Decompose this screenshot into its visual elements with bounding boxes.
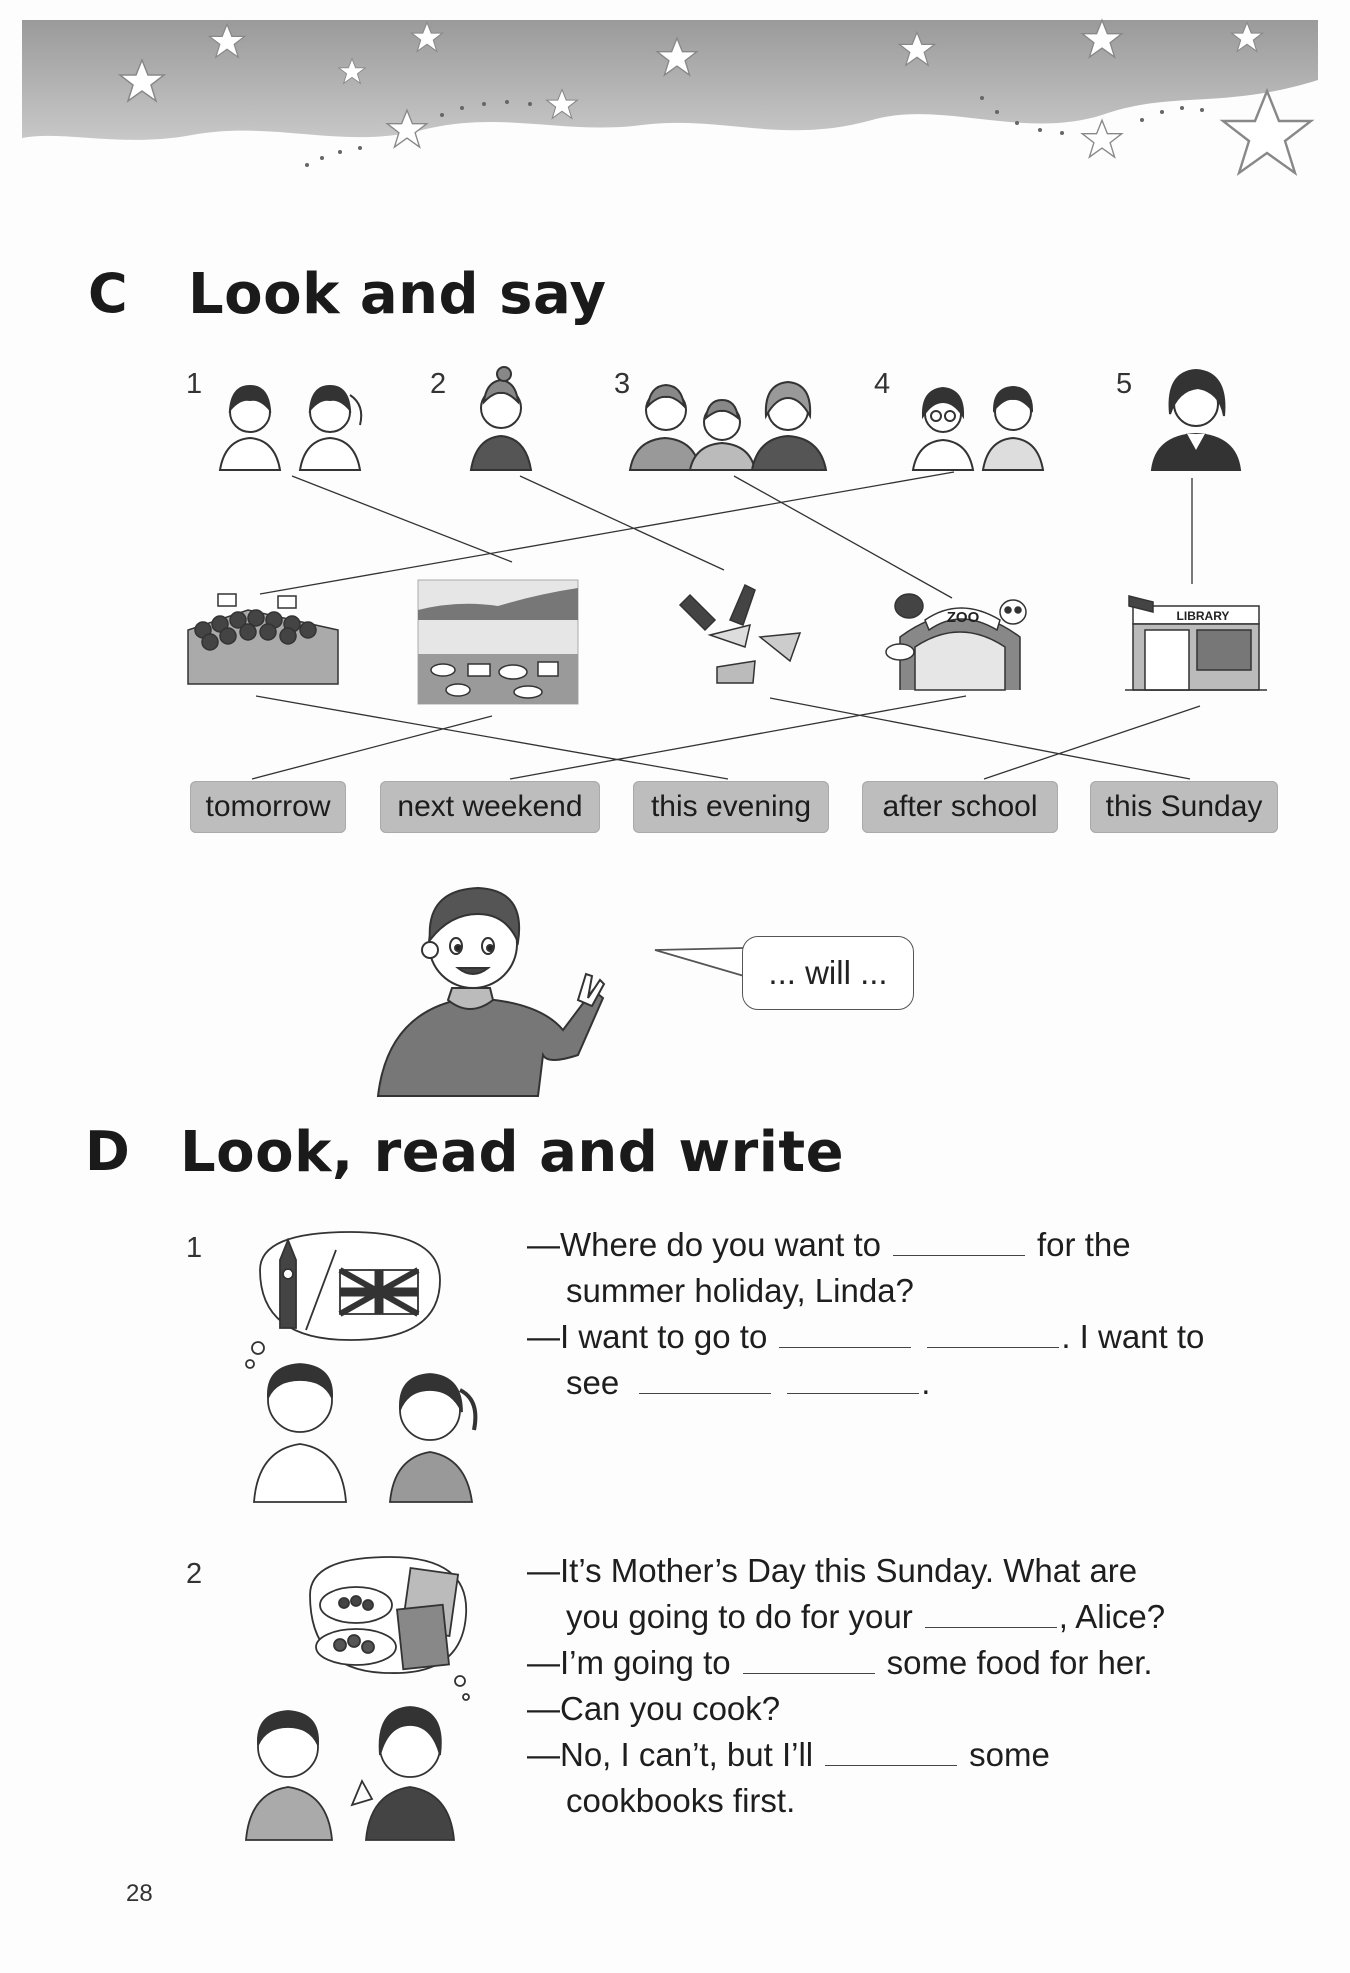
person-number-5: 5 — [1116, 368, 1133, 400]
q2-line-4: —Can you cook? — [527, 1690, 781, 1727]
q1-line-1b: for the — [1037, 1226, 1131, 1263]
q2-line-6: cookbooks first. — [566, 1782, 796, 1819]
section-c-letter: C — [88, 262, 128, 325]
person-number-1: 1 — [186, 368, 203, 400]
speech-bubble — [742, 936, 914, 1010]
q2-line-2 — [566, 1598, 1165, 1636]
library-sign-text: LIBRARY — [1176, 609, 1230, 623]
q1-blank-1[interactable] — [893, 1254, 1025, 1256]
q2-blank-2[interactable] — [743, 1672, 875, 1674]
q2-line-1: —It’s Mother’s Day this Sunday. What are — [527, 1552, 1138, 1589]
q2-line-3 — [527, 1644, 1153, 1682]
q2-blank-1[interactable] — [925, 1626, 1057, 1628]
q1-line-3b: . I want to — [1061, 1318, 1205, 1355]
section-d-letter: D — [85, 1120, 130, 1183]
question-1-number: 1 — [186, 1232, 203, 1264]
q1-line-2: summer holiday, Linda? — [566, 1272, 914, 1309]
time-pill-next-weekend: next weekend — [380, 781, 600, 833]
person-number-3: 3 — [614, 368, 631, 400]
person-number-2: 2 — [430, 368, 447, 400]
q2-line-5a: —No, I can’t, but I’ll — [527, 1736, 814, 1773]
time-pill-tomorrow: tomorrow — [190, 781, 346, 833]
q1-line-3a: —I want to go to — [527, 1318, 768, 1355]
q1-blank-2[interactable] — [779, 1346, 911, 1348]
speech-bubble-tail — [655, 946, 747, 980]
q1-line-3 — [527, 1318, 1204, 1356]
zoo-sign-text: ZOO — [946, 609, 980, 626]
q2-blank-3[interactable] — [825, 1764, 957, 1766]
section-d-title: Look, read and write — [180, 1120, 845, 1185]
q1-line-4a: see — [566, 1364, 620, 1401]
q1-blank-4[interactable] — [639, 1392, 771, 1394]
section-c-title: Look and say — [188, 262, 607, 327]
q1-blank-5[interactable] — [787, 1392, 919, 1394]
time-pill-this-evening: this evening — [633, 781, 829, 833]
page-number: 28 — [126, 1880, 153, 1907]
person-number-4: 4 — [874, 368, 891, 400]
london-thought-illustration — [240, 1230, 490, 1502]
speech-bubble-text: ... will ... — [768, 954, 888, 991]
q2-line-2a: you going to do for your — [566, 1598, 913, 1635]
matching-lines — [0, 0, 1350, 900]
question-2-number: 2 — [186, 1558, 203, 1590]
q1-blank-3[interactable] — [927, 1346, 1059, 1348]
time-pill-after-school: after school — [862, 781, 1058, 833]
q1-line-1a: —Where do you want to — [527, 1226, 882, 1263]
q2-line-3b: some food for her. — [886, 1644, 1153, 1681]
q1-line-4 — [566, 1364, 930, 1402]
q2-line-3a: —I’m going to — [527, 1644, 731, 1681]
boy-speaking-illustration — [378, 880, 608, 1096]
q2-line-5 — [527, 1736, 1050, 1774]
time-pill-this-sunday: this Sunday — [1090, 781, 1278, 833]
cookbook-thought-illustration — [240, 1555, 480, 1840]
q2-line-5b: some — [969, 1736, 1050, 1773]
q1-line-1 — [527, 1226, 1131, 1264]
q1-line-4b: . — [921, 1364, 931, 1401]
q2-line-2b: , Alice? — [1058, 1598, 1166, 1635]
